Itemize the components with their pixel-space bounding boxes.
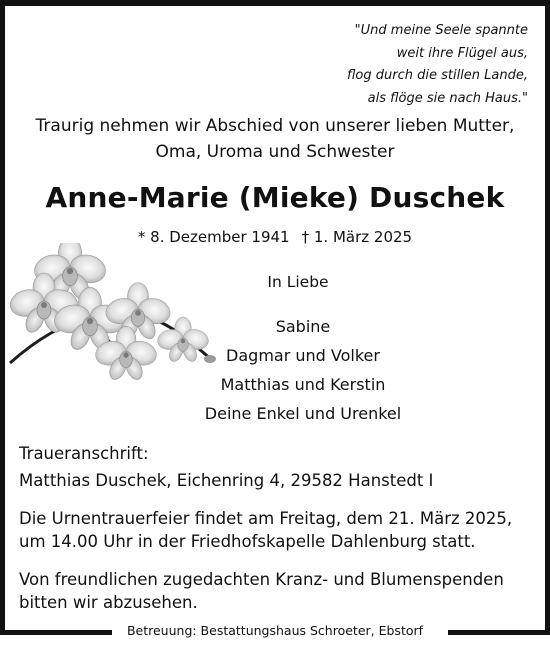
- border-top: [0, 0, 550, 6]
- in-love-heading: In Liebe: [267, 273, 329, 291]
- border-left: [0, 0, 5, 632]
- intro-line: Oma, Uroma und Schwester: [155, 142, 395, 162]
- address-line: Matthias Duschek, Eichenring 4, 29582 Hanstedt I: [19, 471, 434, 490]
- mourning-address: [19, 440, 433, 494]
- intro-text: [0, 113, 550, 165]
- funeral-home-credit: [0, 623, 550, 638]
- funeral-line: um 14.00 Uhr in der Friedhofskapelle Dahlenburg statt.: [19, 532, 476, 551]
- poem-line: flog durch die stillen Lande,: [347, 68, 528, 83]
- death-date: † 1. März 2025: [301, 228, 413, 246]
- funeral-line: Die Urnentrauerfeier findet am Freitag, dem 21. März 2025,: [19, 509, 513, 528]
- address-label: Traueranschrift:: [19, 444, 149, 463]
- funeral-notice: [19, 507, 512, 553]
- border-right: [545, 0, 550, 632]
- mourner-name: Deine Enkel und Urenkel: [204, 404, 402, 423]
- flowers-line: bitten wir abzusehen.: [19, 593, 198, 612]
- poem-line: "Und meine Seele spannte: [354, 23, 528, 38]
- flowers-notice: [19, 568, 504, 614]
- deceased-name: Anne-Marie (Mieke) Duschek: [45, 181, 505, 214]
- intro-line: Traurig nehmen wir Abschied von unserer lieben Mutter,: [35, 116, 515, 136]
- mourner-name: Sabine: [275, 317, 331, 336]
- poem-quote: [268, 20, 528, 110]
- orchid-icon: [8, 243, 218, 393]
- poem-line: weit ihre Flügel aus,: [396, 45, 528, 61]
- mourner-name: Dagmar und Volker: [226, 346, 380, 365]
- mourners-list: [205, 312, 401, 428]
- poem-line: als flöge sie nach Haus.": [367, 90, 528, 106]
- mourner-name: Matthias und Kerstin: [220, 375, 386, 394]
- footer-text: Betreuung: Bestattungshaus Schroeter, Ebstorf: [121, 623, 429, 638]
- flowers-line: Von freundlichen zugedachten Kranz- und Blumenspenden: [19, 570, 504, 589]
- birth-date: * 8. Dezember 1941: [137, 228, 290, 246]
